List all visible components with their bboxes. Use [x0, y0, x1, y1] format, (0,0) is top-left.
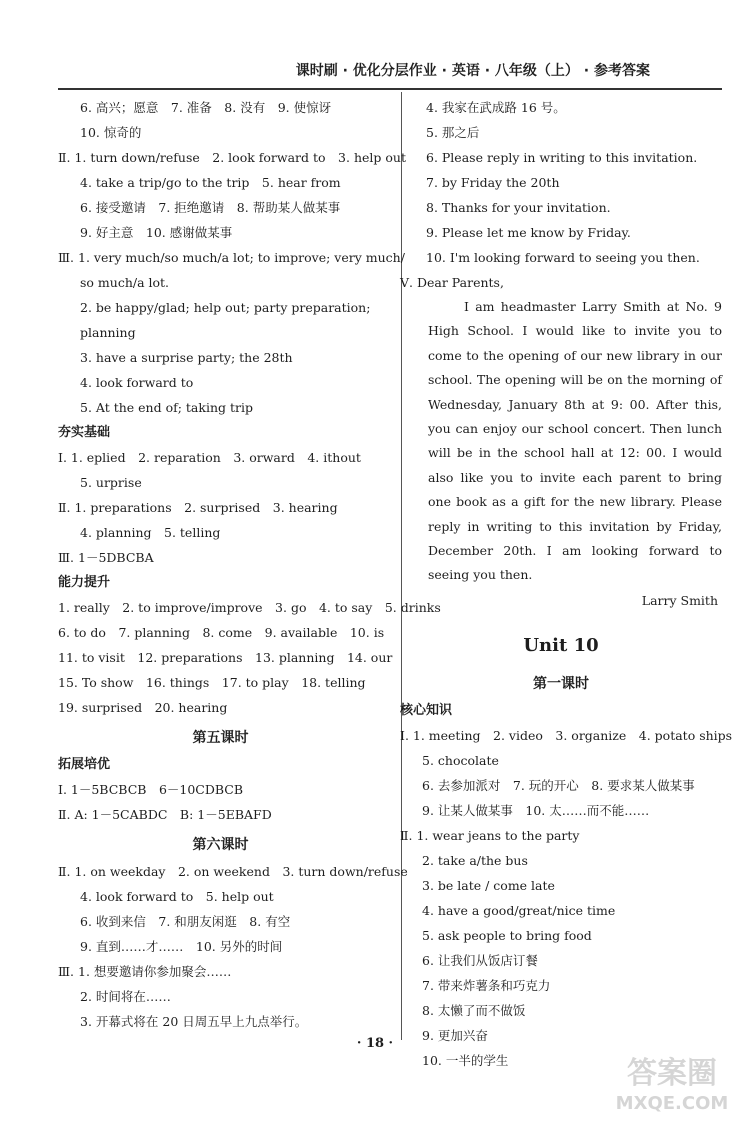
header-rule: [58, 88, 722, 90]
answer-line: Ⅱ. 1. on weekday 2. on weekend 3. turn down/refuse: [58, 864, 408, 879]
invitation-letter: [400, 295, 722, 614]
answers-block-top: [400, 95, 722, 295]
answer-line: 6. 去参加派对 7. 玩的开心 8. 要求某人做某事: [422, 777, 695, 793]
lesson-heading: 第六课时: [192, 837, 249, 853]
answer-line: 5. ask people to bring food: [422, 927, 592, 943]
section-heading: 夯实基础: [58, 425, 111, 440]
answer-line: 15. To show 16. things 17. to play 18. telling: [58, 675, 366, 690]
answer-line: 5. 那之后: [426, 125, 480, 140]
answer-line: 6. 让我们从饭店订餐: [422, 952, 538, 968]
answer-line: 9. Please let me know by Friday.: [426, 225, 631, 240]
answer-line: 7. by Friday the 20th: [426, 175, 560, 190]
answer-line: 9. 好主意 10. 感谢做某事: [80, 225, 233, 240]
answer-line: 10. I'm looking forward to seeing you then.: [426, 250, 700, 265]
answer-line: 7. 带来炸薯条和巧克力: [422, 977, 551, 993]
answer-line: 6. Please reply in writing to this invitation.: [426, 150, 698, 165]
answer-line: 19. surprised 20. hearing: [58, 700, 228, 715]
answer-line: 4. have a good/great/nice time: [422, 902, 616, 918]
answers-block-bottom: [400, 666, 733, 1073]
answer-line: 11. to visit 12. preparations 13. planning 14. our: [58, 650, 393, 665]
answer-line: Ⅲ. 1－5DBCBA: [58, 550, 154, 565]
answer-line: Ⅲ. 1. very much/so much/a lot; to improve; very much/: [58, 250, 405, 265]
svg-text:答案圈: 答案圈: [627, 1056, 717, 1091]
svg-text:MXQE.COM: MXQE.COM: [615, 1093, 729, 1114]
section-heading: 拓展培优: [58, 757, 111, 772]
answer-line: 2. be happy/glad; help out; party preparation;: [80, 300, 371, 315]
running-header: 课时刷 · 优化分层作业 · 英语 · 八年级（上） · 参考答案: [295, 63, 650, 79]
answer-line: planning: [80, 325, 136, 340]
answer-line: 6. 收到来信 7. 和朋友闲逛 8. 有空: [80, 914, 291, 929]
answer-line: 5. urprise: [80, 475, 142, 490]
answer-line: 9. 更加兴奋: [422, 1027, 488, 1043]
answer-line: Ⅱ. 1. wear jeans to the party: [400, 827, 580, 843]
answer-line: 8. Thanks for your invitation.: [426, 200, 611, 215]
answer-line: 2. 时间将在……: [80, 989, 171, 1004]
answer-line: 9. 让某人做某事 10. 太……而不能……: [422, 802, 650, 818]
answer-line: 6. 高兴；愿意 7. 准备 8. 没有 9. 使惊讶: [80, 100, 332, 115]
answer-line: 6. to do 7. planning 8. come 9. available 10. is: [58, 625, 385, 640]
letter-body: I am headmaster Larry Smith at No. 9 High School. I would like to invite you to come to the opening of our new library in our school. The opening will be on the morning of Wednesday, January 8th at 9: 00. After this, you can enjoy our school concert. Then lunch will be in the school hall at 12: 00. I would also like you to invite each parent to bring one book as a gift for the new library. Please reply in writing to this invitation by Friday, December 20th. I am looking forward to seeing you then.: [428, 299, 722, 583]
answer-line: Ⅱ. A: 1－5CABDC B: 1－5EBAFD: [58, 807, 272, 822]
answer-line: 9. 直到……才…… 10. 另外的时间: [80, 939, 283, 954]
page-number: · 18 ·: [356, 1036, 394, 1051]
answer-line: 1. really 2. to improve/improve 3. go 4. to say 5. drinks: [58, 600, 441, 615]
answer-line: 4. look forward to: [80, 375, 194, 390]
answer-line: 4. planning 5. telling: [80, 525, 221, 540]
answer-line: 2. take a/the bus: [422, 852, 528, 868]
answer-line: 3. 开幕式将在 20 日周五早上九点举行。: [80, 1014, 308, 1029]
answer-line: Ⅰ. 1. meeting 2. video 3. organize 4. potato ships: [400, 727, 733, 743]
section-heading: 能力提升: [58, 575, 111, 590]
answer-line: Ⅱ. 1. preparations 2. surprised 3. hearing: [58, 500, 338, 515]
watermark-logo: [602, 1047, 742, 1115]
answer-line: 3. be late / come late: [422, 877, 555, 893]
section-heading: 核心知识: [400, 702, 453, 718]
answer-line: 10. 惊奇的: [80, 125, 142, 140]
answer-line: Ⅱ. 1. turn down/refuse 2. look forward to 3. help out: [58, 150, 406, 165]
answer-line: 6. 接受邀请 7. 拒绝邀请 8. 帮助某人做某事: [80, 200, 341, 215]
unit-title: Unit 10: [523, 634, 599, 656]
answer-line: 3. have a surprise party; the 28th: [80, 350, 293, 365]
answer-line: 5. At the end of; taking trip: [80, 400, 253, 415]
answer-line: 5. chocolate: [422, 752, 499, 768]
answer-line: 10. 一半的学生: [422, 1052, 509, 1068]
answer-line: so much/a lot.: [80, 275, 170, 290]
answer-line: Ⅲ. 1. 想要邀请你参加聚会……: [58, 964, 232, 979]
answer-line: 8. 太懒了而不做饭: [422, 1002, 526, 1018]
right-column: [400, 95, 733, 1073]
lesson-heading: 第五课时: [192, 730, 249, 746]
answer-line: 4. look forward to 5. help out: [80, 889, 274, 904]
lesson-heading: 第一课时: [533, 675, 589, 692]
answer-line: 4. take a trip/go to the trip 5. hear from: [80, 175, 341, 190]
answer-line: Ⅴ. Dear Parents,: [400, 275, 504, 290]
answer-line: Ⅰ. 1－5BCBCB 6－10CDBCB: [58, 782, 244, 797]
letter-signature: Larry Smith: [641, 592, 718, 608]
answer-line: 4. 我家在武成路 16 号。: [426, 100, 566, 115]
answer-line: Ⅰ. 1. eplied 2. reparation 3. orward 4. ithout: [58, 450, 361, 465]
